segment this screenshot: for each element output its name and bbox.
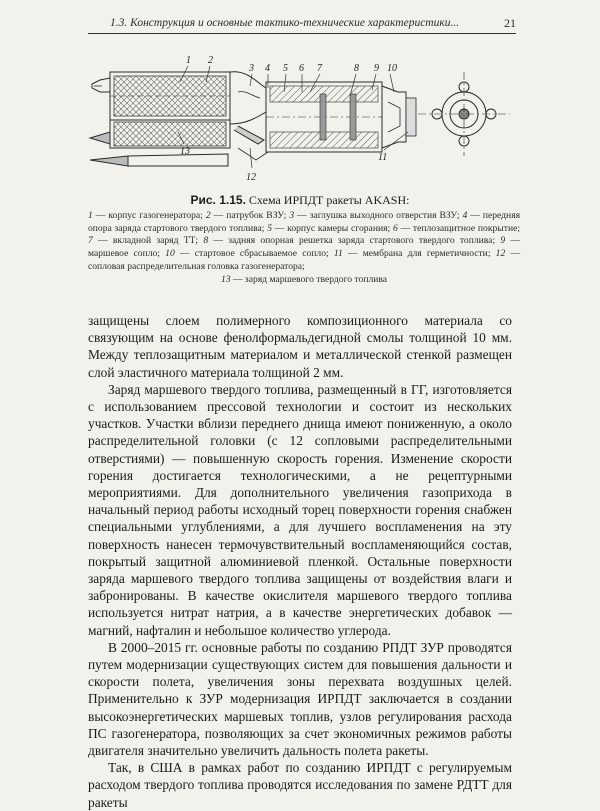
callout-4: 4 — [265, 63, 270, 74]
legend-text: теплозащитное покрытие; — [412, 222, 521, 234]
legend-num: 9 — [500, 235, 506, 247]
callout-9: 9 — [374, 63, 379, 74]
legend-text: корпус газогенератора; — [108, 210, 203, 221]
figure-label: Рис. 1.15. — [190, 193, 246, 207]
legend-num: 1 — [88, 210, 93, 221]
legend-text: заряд маршевого твердого топлива — [244, 273, 388, 285]
paragraph: Так, в США в рамках работ по созданию ИРПДТ с регулируемым расходом твердого топлива проводятся исследования по замене РДТТ для ракеты — [88, 760, 512, 810]
callout-11: 11 — [378, 152, 388, 163]
legend-text: корпус камеры сгорания; — [287, 222, 391, 234]
legend-text: маршевое сопло; — [88, 248, 160, 260]
legend-num: 8 — [203, 235, 209, 247]
legend-num: 6 — [392, 222, 398, 234]
legend-num: 10 — [165, 248, 175, 260]
legend-text: мембрана для герметичности; — [362, 248, 491, 260]
legend-num: 4 — [462, 210, 468, 221]
figure-title: Схема ИРПДТ ракеты AKASH: — [248, 193, 410, 207]
legend-text: стартовое сбрасываемое сопло; — [194, 248, 329, 260]
callout-12: 12 — [246, 172, 256, 183]
callout-8: 8 — [354, 63, 359, 74]
ramjet-schematic-figure — [88, 52, 528, 188]
running-head-title: 1.3. Конструкция и основные тактико-технические характеристики... — [110, 17, 460, 29]
callout-10: 10 — [387, 63, 397, 74]
figure-legend: 1 — корпус газогенератора; 2 — патрубок ВЗУ; 3 — заглушка выходного отверстия ВЗУ; 4 — передняя опора заряда стартового твердого топлива; 5 — корпус камеры сгорания; 6 — теплозащитное покрытие; 7 — вкладной заряд ТТ; 8 — задняя опорная решетка заряда стартового твердого топлива; 9 — маршевое сопло; 10 — стартовое сбрасываемое сопло; 11 — мембрана для герметичности; 12 — сопловая распределительная головка газогенератора; 13 — заряд маршевого твердого топлива — [88, 210, 521, 285]
callout-5: 5 — [283, 63, 288, 74]
legend-text: патрубок ВЗУ; — [226, 210, 287, 221]
legend-num: 12 — [495, 248, 506, 260]
callout-7: 7 — [317, 63, 322, 74]
legend-text: заглушка выходного отверстия ВЗУ; — [309, 210, 460, 221]
legend-last-line: 13 — заряд маршевого твердого топлива — [220, 273, 388, 285]
body-text — [88, 312, 512, 811]
callout-2: 2 — [208, 55, 213, 66]
page-number: 21 — [504, 16, 516, 30]
engine-body-drawing — [90, 72, 510, 166]
header-rule — [88, 33, 516, 34]
legend-num: 2 — [205, 210, 211, 221]
paragraph: Заряд маршевого твердого топлива, размещенный в ГГ, изготовляется с использованием прессовой технологии и состоит из нескольких участков. Участки вблизи переднего днища имеют пониженную, а около распределительной головки (с 12 сопловыми распределительными отверстиями) — повышенную скорость горения. Изменение скорости горения достигается технологическими, а не рецептурными мероприятиями. Для дополнительного увеличения газоприхода в начальный период работы исходный торец поверхности горения снабжен специальными углублениями, а для лучшего воспламенения на эту поверхность нанесен термочувствительный воспламеняющийся состав, покрытый защитной алюминиевой пленкой. Остальные поверхности заряда маршевого твердого топлива защищены от воздействия влаги и забронированы. В качестве окислителя маршевого твердого топлива используется нитрат натрия, а в качестве энергетических добавок — магний, нафталин и небольшое количество углерода. — [88, 381, 512, 638]
legend-text: задняя опорная решетка заряда стартового твердого топлива; — [228, 235, 496, 247]
legend-num: 3 — [289, 210, 295, 221]
figure-caption-title — [0, 193, 600, 208]
legend-text: передняя опора заряда стартового твердого топлива; — [88, 210, 521, 234]
legend-num: 11 — [333, 248, 343, 260]
callout-1: 1 — [186, 55, 191, 66]
callout-3: 3 — [249, 63, 254, 74]
callout-6: 6 — [299, 63, 304, 74]
legend-num: 5 — [267, 222, 272, 234]
legend-text: вкладной заряд ТТ; — [112, 235, 199, 247]
legend-text: сопловая распределительная головка газогенератора; — [88, 260, 305, 272]
legend-num: 7 — [88, 235, 93, 247]
legend-num: 13 — [220, 273, 231, 285]
running-head — [88, 14, 516, 32]
paragraph: В 2000–2015 гг. основные работы по созданию РПДТ ЗУР проводятся путем модернизации существующих систем для повышения дальности и скорости полета, увеличения зоны перехвата воздушных целей. Применительно к ЗУР модернизация ИРПДТ заключается в создании высокоэнергетических маршевых топлив, узлов регулирования расхода ПС газогенератора, позволяющих за счет экономичных режимов работы двигателя значительно увеличить дальность полета ракеты. — [88, 639, 512, 759]
callout-13: 13 — [180, 146, 190, 157]
paragraph: защищены слоем полимерного композиционного материала со связующим на основе фенолформальдегидной смолы толщиной 10 мм. Между теплозащитным материалом и металлической стенкой размещен слой эластичного материала толщиной 2 мм. — [88, 313, 512, 380]
